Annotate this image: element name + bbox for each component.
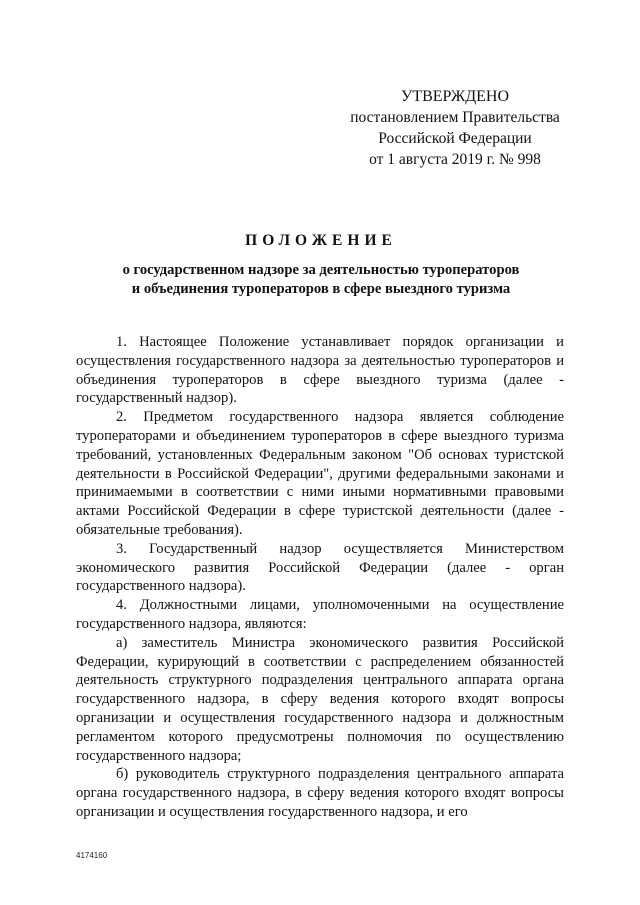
- document-subtitle: [76, 261, 566, 299]
- approval-stamp-block: [340, 86, 570, 170]
- document-title: ПОЛОЖЕНИЕ: [245, 232, 397, 249]
- approval-heading: УТВЕРЖДЕНО: [400, 88, 509, 105]
- paragraph-2: 2. Предметом государственного надзора является соблюдение туроператорами и объединением туроператоров в сфере выездного туризма требований, установленных Федеральным законом "Об основах туристской деятельности в Российской Федерации", другими федеральными законами и принимаемыми в соответствии с ними иными нормативными правовыми актами Российской Федерации в сфере туристской деятельности (далее - обязательные требования).: [76, 409, 564, 538]
- document-body: [76, 333, 564, 822]
- approval-line-3: от 1 августа 2019 г. № 998: [369, 151, 541, 168]
- paragraph-4: 4. Должностными лицами, уполномоченными на осуществление государственного надзора, являются:: [76, 597, 564, 632]
- subtitle-line-2: и объединения туроператоров в сфере выездного туризма: [131, 281, 511, 297]
- paragraph-4b: б) руководитель структурного подразделения центрального аппарата органа государственного надзора, в сферу ведения которого входят вопросы организации и осуществления государственного надзора, и его: [76, 766, 564, 820]
- paragraph-3: 3. Государственный надзор осуществляется Министерством экономического развития Российской Федерации (далее - орган государственного надзора).: [76, 540, 564, 595]
- document-code: 4174160: [76, 851, 108, 860]
- approval-line-2: Российской Федерации: [378, 130, 532, 147]
- subtitle-line-1: о государственном надзоре за деятельностью туроператоров: [122, 262, 520, 278]
- paragraph-1: 1. Настоящее Положение устанавливает порядок организации и осуществления государственного надзора за деятельностью туроператоров и объединения туроператоров в сфере выездного туризма (далее - государственный надзор).: [76, 334, 564, 407]
- approval-line-1: постановлением Правительства: [350, 109, 560, 126]
- paragraph-4a: а) заместитель Министра экономического развития Российской Федерации, курирующий в соответствии с распределением обязанностей деятельность структурного подразделения центрального аппарата органа государственного надзора, в сферу ведения которого входят вопросы организации и осуществления государственного надзора и должностным регламентом которого предусмотрены полномочия по осуществлению государственного надзора;: [76, 634, 564, 764]
